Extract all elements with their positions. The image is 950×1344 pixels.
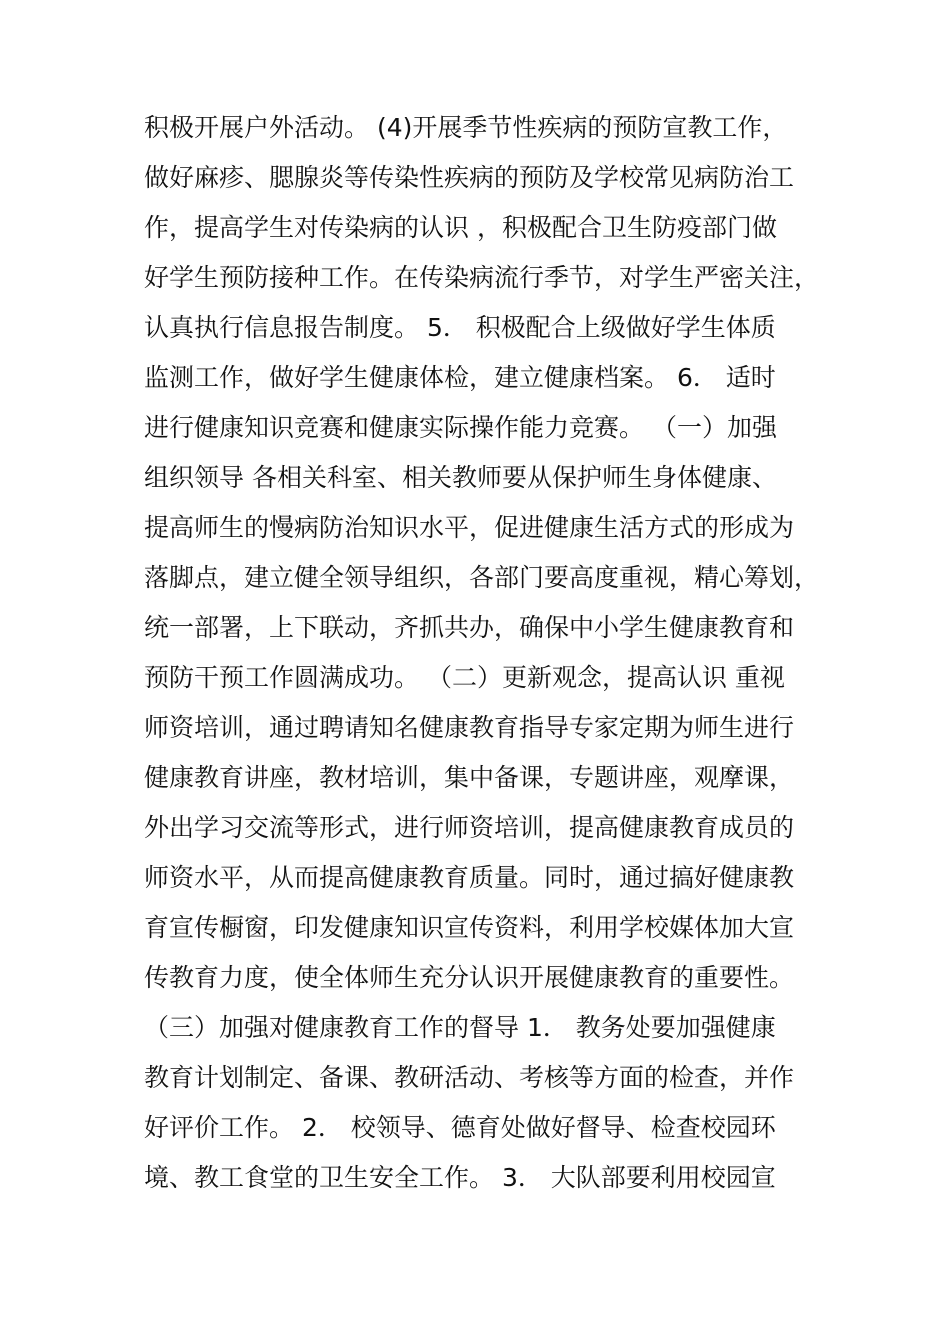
text-line: 提高师生的慢病防治知识水平，促进健康生活方式的形成为 — [144, 513, 795, 542]
text-line: （三）加强对健康教育工作的督导 1． 教务处要加强健康 — [144, 1013, 776, 1042]
text-line: 好评价工作。 2． 校领导、德育处做好督导、检查校园环 — [144, 1113, 776, 1142]
text-line: 教育计划制定、备课、教研活动、考核等方面的检查，并作 — [144, 1063, 795, 1092]
text-line: 认真执行信息报告制度。 5． 积极配合上级做好学生体质 — [144, 313, 776, 342]
text-line: 师资水平，从而提高健康教育质量。同时，通过搞好健康教 — [144, 863, 795, 892]
text-line: 积极开展户外活动。 (4)开展季节性疾病的预防宣教工作， — [144, 113, 788, 142]
text-line: 好学生预防接种工作。在传染病流行季节，对学生严密关注， — [144, 263, 820, 292]
text-line: 组织领导 各相关科室、相关教师要从保护师生身体健康、 — [144, 463, 777, 492]
text-line: 传教育力度，使全体师生充分认识开展健康教育的重要性。 — [144, 963, 795, 992]
text-line: 统一部署，上下联动，齐抓共办，确保中小学生健康教育和 — [144, 613, 795, 642]
text-line: 做好麻疹、腮腺炎等传染性疾病的预防及学校常见病防治工 — [144, 163, 795, 192]
text-line: 监测工作，做好学生健康体检，建立健康档案。 6． 适时 — [144, 363, 776, 392]
text-line: 健康教育讲座，教材培训，集中备课，专题讲座，观摩课， — [144, 763, 795, 792]
text-line: 师资培训，通过聘请知名健康教育指导专家定期为师生进行 — [144, 713, 795, 742]
text-line: 外出学习交流等形式，进行师资培训，提高健康教育成员的 — [144, 813, 795, 842]
text-line: 境、教工食堂的卫生安全工作。 3． 大队部要利用校园宣 — [144, 1163, 776, 1192]
body-text — [144, 103, 824, 1203]
text-line: 作，提高学生对传染病的认识 ，积极配合卫生防疫部门做 — [144, 213, 777, 242]
text-line: 进行健康知识竞赛和健康实际操作能力竞赛。 （一）加强 — [144, 413, 777, 442]
text-line: 落脚点，建立健全领导组织，各部门要高度重视，精心筹划， — [144, 563, 820, 592]
text-line: 预防干预工作圆满成功。 （二）更新观念，提高认识 重视 — [144, 663, 785, 692]
text-line: 育宣传橱窗，印发健康知识宣传资料，利用学校媒体加大宣 — [144, 913, 795, 942]
